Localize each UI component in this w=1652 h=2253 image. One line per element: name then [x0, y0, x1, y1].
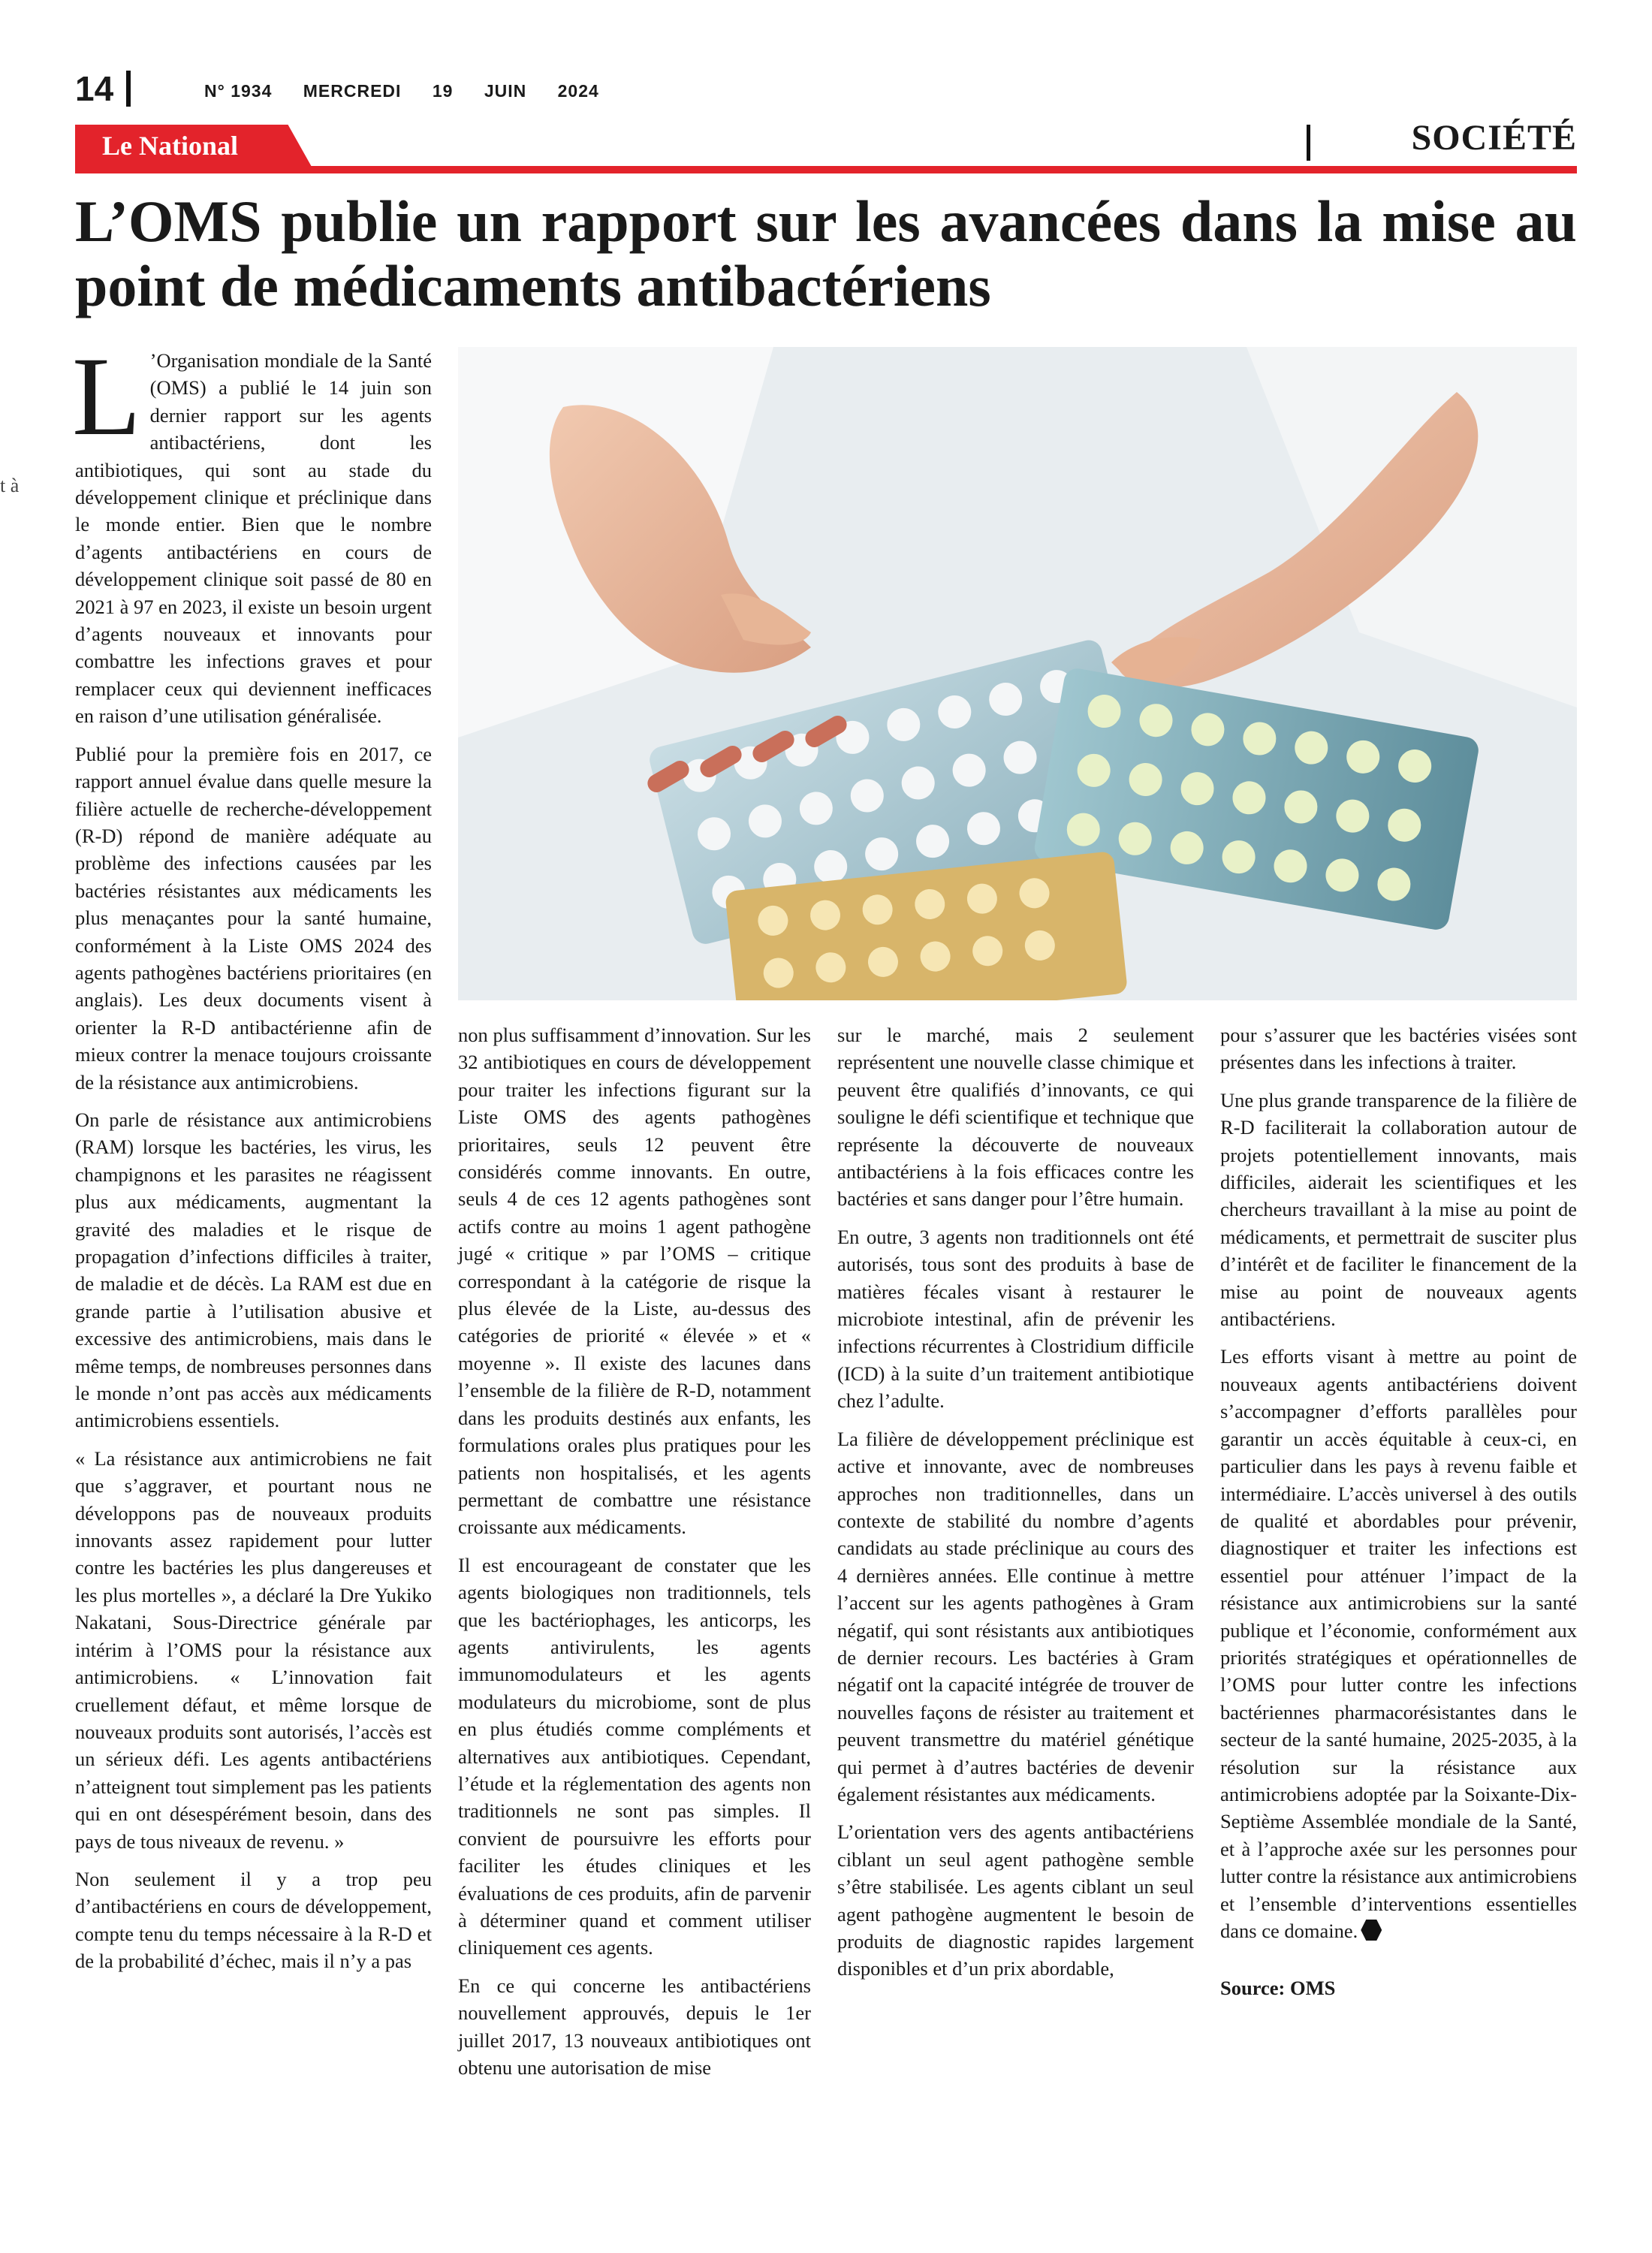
page-number-separator: [126, 71, 131, 107]
issue-year: 2024: [557, 81, 599, 101]
paragraph: En ce qui concerne les antibactériens nouvellement approuvés, depuis le 1er juillet 2017, 13 nouveaux antibiotiques ont obtenu une autorisation de mise: [458, 1974, 811, 2080]
article-source: Source: OMS: [1220, 1977, 1336, 2000]
section-separator: [1307, 125, 1310, 161]
paragraph: « La résistance aux antimicrobiens ne fait que s’aggraver, et pourtant nous ne développons pas de nouveaux produits innovants assez rapidement pour lutter contre les bactéries les plus dangereuses et les plus mortelles », a déclaré la Dre Yukiko Nakatani, Sous-Directrice générale par intérim à l’OMS pour la résistance aux antimicrobiens. « L’innovation fait cruellement défaut, et même lorsque de nouveaux produits sont autorisés, l’accès est un sérieux défi. Les agents antibactériens n’atteignent tout simplement pas les patients qui en ont désespérément besoin, dans des pays de tous niveaux de revenu. »: [75, 1446, 432, 1853]
paragraph: La filière de développement préclinique est active et innovante, avec de nombreuses approches non traditionnelles, dans un contexte de stabilité du nombre d’agents candidats au stade préclinique au cours des 4 dernières années. Elle continue à mettre l’accent sur les agents pathogènes à Gram négatif, qui sont résistants aux antibiotiques de dernier recours. Les bactéries à Gram négatif ont la capacité intégrée de trouver de nouvelles façons de résister au traitement et peuvent transmettre du matériel génétique qui permet à d’autres bactéries de devenir également résistantes aux médicaments.: [837, 1427, 1194, 1805]
dropcap: L: [72, 334, 141, 459]
paragraph: pour s’assurer que les bactéries visées sont présentes dans les infections à traiter.: [1220, 1024, 1577, 1074]
header-red-rule: [75, 166, 1577, 173]
issue-day: MERCREDI: [303, 81, 402, 101]
hands-holding-pill-blister-packs-icon: [458, 347, 1577, 1000]
paragraph: [1220, 1343, 1577, 1944]
paragraph-text: ’Organisation mondiale de la Santé (OMS) a publié le 14 juin son dernier rapport sur les agents antibactériens, dont les antibiotiques, qui sont au stade du développement clinique et préclinique dans le monde entier. Bien que le nombre d’agents antibactériens en cours de développement clinique soit passé de 80 en 2021 à 97 en 2023, il existe un besoin urgent d’agents nouveaux et innovants pour combattre les infections graves et pour remplacer ceux qui deviennent inefficaces en raison d’une utilisation généralisée.: [75, 349, 432, 728]
paragraph: non plus suffisamment d’innovation. Sur les 32 antibiotiques en cours de développement pour traiter les infections figurant sur la Liste OMS des agents pathogènes prioritaires, seuls 12 peuvent être considérés comme innovants. En outre, seuls 4 de ces 12 agents pathogènes sont actifs contre au moins 1 agent pathogène jugé « critique » par l’OMS – critique correspondant à la catégorie de risque la plus élevée de la Liste, au-dessus des catégories de priorité « élevée » et « moyenne ». Il existe des lacunes dans l’ensemble de la filière de R-D, notamment dans les produits destinés aux enfants, les formulations orales plus pratiques pour les patients non hospitalisés, et les agents permettant de combattre une résistance croissante aux médicaments.: [458, 1024, 811, 1539]
paragraph: En outre, 3 agents non traditionnels ont été autorisés, tous sont des produits à base de matières fécales visant à restaurer le microbiote intestinal, afin de prévenir les infections récurrentes à Clostridium difficile (ICD) à la suite d’un traitement antibiotique chez l’adulte.: [837, 1225, 1194, 1413]
article-column-3: [837, 1021, 1194, 1993]
issue-month: JUIN: [484, 81, 527, 101]
article-headline: L’OMS publie un rapport sur les avancées dans la mise au point de médicaments antibactériens: [75, 189, 1577, 318]
paragraph-text: Les efforts visant à mettre au point de nouveaux agents antibactériens doivent s’accompagner d’efforts parallèles pour garantir un accès équitable à ceux-ci, en particulier dans les pays à revenu faible et intermédiaire. L’accès universel à des outils de qualité et abordables pour prévenir, diagnostiquer et traiter les infections est essentiel pour atténuer l’impact de la résistance aux antimicrobiens sur la santé publique et l’économie, conformément aux priorités stratégiques et opérationnelles de l’OMS pour lutter contre les infections bactériennes pharmacorésistantes dans le secteur de la santé humaine, 2025-2035, à la résolution sur la résistance aux antimicrobiens adoptée par la Soixante-Dix-Septième Assemblée mondiale de la Santé, et à l’approche axée sur les personnes pour lutter contre la résistance aux antimicrobiens et l’ensemble d’interventions essentielles dans ce domaine.: [1220, 1345, 1577, 1942]
paragraph: Publié pour la première fois en 2017, ce rapport annuel évalue dans quelle mesure la filière actuelle de recherche-développement (R-D) répond de manière adéquate au problème des infections causées par les bactéries résistantes aux médicaments les plus menaçantes pour la santé humaine, conformément à la Liste OMS 2024 des agents pathogènes bactériens prioritaires (en anglais). Les deux documents visent à orienter la R-D antibactérienne afin de mieux contrer la menace toujours croissante de la résistance aux antimicrobiens.: [75, 742, 432, 1093]
issue-date-day: 19: [432, 81, 454, 101]
article-column-4: [1220, 1021, 1577, 2013]
paragraph: L’orientation vers des agents antibactériens ciblant un seul agent pathogène semble s’être stabilisée. Les agents ciblant un seul agent pathogène augmentent le besoin de produits de diagnostic rapides largement disponibles et d’un prix abordable,: [837, 1820, 1194, 1980]
paragraph: Il est encourageant de constater que les agents biologiques non traditionnels, tels que les bactériophages, les anticorps, les agents antivirulents, les agents immunomodulateurs et les agents modulateurs du microbiome, sont de plus en plus étudiés comme compléments et alternatives aux antibiotiques. Cependant, l’étude et la réglementation des agents non traditionnels ne sont pas simples. Il convient de poursuivre les efforts pour faciliter les études cliniques et les évaluations de ces produits, afin de parvenir à déterminer quand et comment utiliser cliniquement ces agents.: [458, 1553, 811, 1959]
section-title: SOCIÉTÉ: [1411, 118, 1577, 158]
margin-text-fragment: t à: [0, 475, 20, 496]
paragraph: On parle de résistance aux antimicrobiens (RAM) lorsque les bactéries, les virus, les champignons et les parasites ne réagissent plus aux médicaments, augmentant la gravité des maladies et le risque de propagation d’infections difficiles à traiter, de maladie et de décès. La RAM est due en grande partie à l’utilisation abusive et excessive des antimicrobiens, mais dans le même temps, de nombreuses personnes dans le monde n’ont pas accès aux médicaments antimicrobiens essentiels.: [75, 1108, 432, 1432]
issue-line: [204, 81, 625, 101]
hexagon-end-mark-icon: [1361, 1920, 1382, 1941]
article-photo: [458, 347, 1577, 1000]
paragraph: Non seulement il y a trop peu d’antibactériens en cours de développement, compte tenu du temps nécessaire à la R-D et de la probabilité d’échec, mais il n’y a pas: [75, 1867, 432, 1973]
article-column-2: [458, 1021, 811, 2092]
paragraph: Une plus grande transparence de la filière de R-D faciliterait la collaboration autour de projets potentiellement innovants, mais difficiles, aiderait les scientifiques et les chercheurs travaillant à la mise au point de médicaments, et permettrait de susciter plus d’intérêt et de faciliter le financement de la mise au point de nouveaux agents antibactériens.: [1220, 1088, 1577, 1331]
paragraph: sur le marché, mais 2 seulement représentent une nouvelle classe chimique et peuvent être qualifiés d’innovants, ce qui souligne le défi scientifique et technique que représente la découverte de nouveaux antibactériens à la fois efficaces contre les bactéries et sans danger pour l’être humain.: [837, 1024, 1194, 1211]
page-number: 14: [75, 69, 114, 108]
article-column-1: [72, 334, 432, 1986]
paragraph: [72, 334, 432, 730]
page-header: [75, 68, 1577, 173]
publication-tag: Le National: [102, 131, 239, 161]
issue-number: N° 1934: [204, 81, 273, 101]
